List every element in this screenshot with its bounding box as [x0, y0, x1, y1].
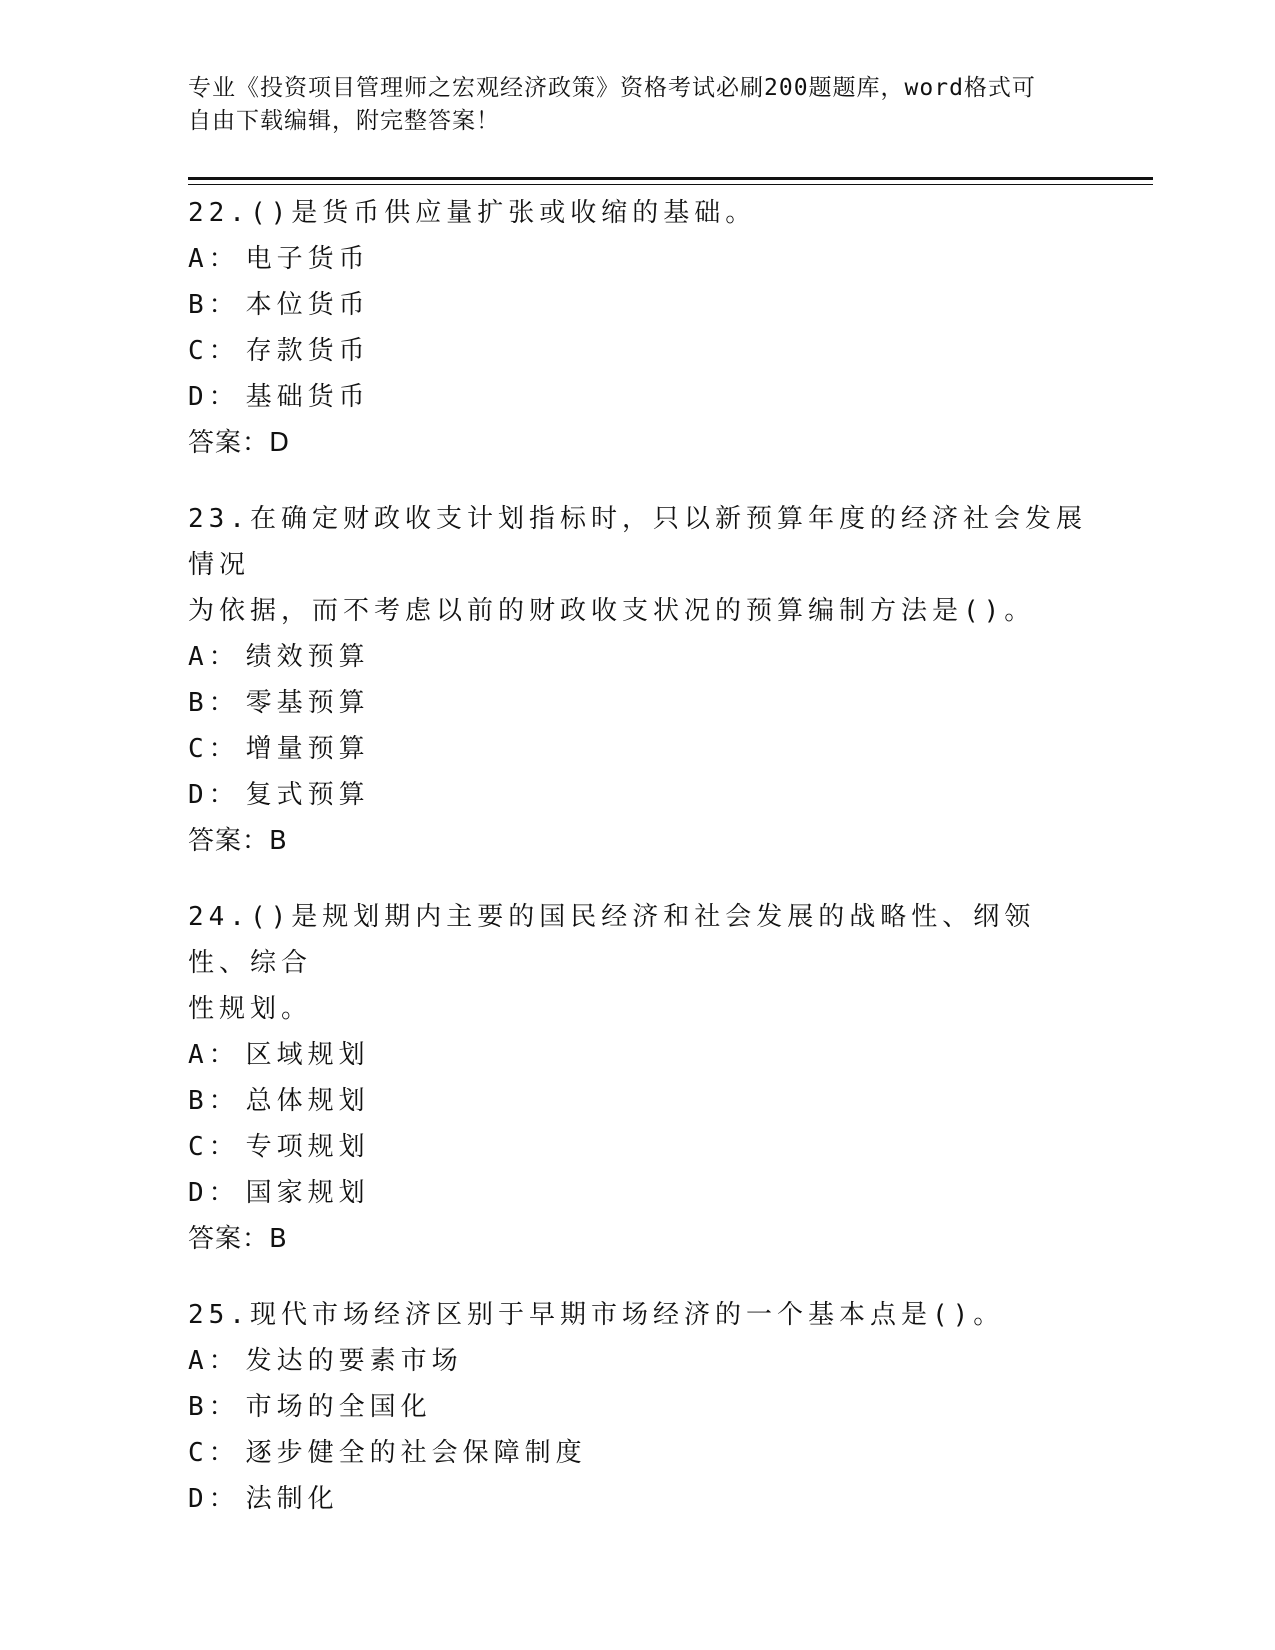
- option-letter: A：: [188, 244, 240, 274]
- option-letter: C：: [188, 336, 240, 366]
- option-text: 本位货币: [245, 290, 370, 320]
- option-d: [188, 1476, 1088, 1522]
- option-text: 发达的要素市场: [245, 1346, 463, 1376]
- option-letter: D：: [188, 382, 240, 412]
- question-stem: 25.现代市场经济区别于早期市场经济的一个基本点是()。: [188, 1300, 1005, 1330]
- option-letter: A：: [188, 1040, 240, 1070]
- option-letter: B：: [188, 1086, 240, 1116]
- option-b: [188, 282, 1088, 328]
- option-d: [188, 772, 1088, 818]
- option-b: [188, 680, 1088, 726]
- option-text: 增量预算: [245, 734, 370, 764]
- option-text: 专项规划: [245, 1132, 370, 1162]
- option-a: [188, 1338, 1088, 1384]
- option-a: [188, 634, 1088, 680]
- option-letter: A：: [188, 642, 240, 672]
- option-c: [188, 1124, 1088, 1170]
- question-25: [188, 1292, 1088, 1522]
- header-line-2: 自由下载编辑，附完整答案！: [188, 108, 500, 134]
- option-d: [188, 1170, 1088, 1216]
- header-divider-thin: [188, 184, 1153, 185]
- option-a: [188, 1032, 1088, 1078]
- option-letter: B：: [188, 290, 240, 320]
- option-letter: A：: [188, 1346, 240, 1376]
- option-b: [188, 1384, 1088, 1430]
- option-letter: C：: [188, 1132, 240, 1162]
- option-text: 基础货币: [245, 382, 370, 412]
- option-text: 存款货币: [245, 336, 370, 366]
- header-line-1: 专业《投资项目管理师之宏观经济政策》资格考试必刷200题题库，word格式可: [188, 75, 1036, 101]
- document-header: [188, 72, 1068, 138]
- option-c: [188, 1430, 1088, 1476]
- question-stem: 22.()是货币供应量扩张或收缩的基础。: [188, 198, 757, 228]
- question-stem-line-1: 24.()是规划期内主要的国民经济和社会发展的战略性、纲领性、综合: [188, 902, 1036, 978]
- question-22: [188, 190, 1088, 466]
- option-text: 逐步健全的社会保障制度: [245, 1438, 587, 1468]
- option-c: [188, 726, 1088, 772]
- option-b: [188, 1078, 1088, 1124]
- option-letter: D：: [188, 1484, 240, 1514]
- question-stem-line-1: 23.在确定财政收支计划指标时，只以新预算年度的经济社会发展情况: [188, 504, 1087, 580]
- option-text: 国家规划: [245, 1178, 370, 1208]
- option-text: 电子货币: [245, 244, 370, 274]
- option-c: [188, 328, 1088, 374]
- question-23: [188, 496, 1088, 864]
- option-a: [188, 236, 1088, 282]
- question-list: [188, 190, 1088, 1552]
- question-stem-line-2: 性规划。: [188, 994, 313, 1024]
- option-text: 复式预算: [245, 780, 370, 810]
- option-d: [188, 374, 1088, 420]
- answer-line: 答案：D: [188, 428, 291, 458]
- option-letter: D：: [188, 780, 240, 810]
- header-divider-thick: [188, 177, 1153, 180]
- question-stem-line-2: 为依据，而不考虑以前的财政收支状况的预算编制方法是()。: [188, 596, 1036, 626]
- option-letter: B：: [188, 688, 240, 718]
- option-letter: C：: [188, 1438, 240, 1468]
- option-text: 区域规划: [245, 1040, 370, 1070]
- option-letter: C：: [188, 734, 240, 764]
- option-text: 法制化: [245, 1484, 339, 1514]
- answer-line: 答案：B: [188, 826, 288, 856]
- option-letter: B：: [188, 1392, 240, 1422]
- option-text: 市场的全国化: [245, 1392, 432, 1422]
- answer-line: 答案：B: [188, 1224, 288, 1254]
- option-text: 零基预算: [245, 688, 370, 718]
- option-letter: D：: [188, 1178, 240, 1208]
- option-text: 总体规划: [245, 1086, 370, 1116]
- option-text: 绩效预算: [245, 642, 370, 672]
- question-24: [188, 894, 1088, 1262]
